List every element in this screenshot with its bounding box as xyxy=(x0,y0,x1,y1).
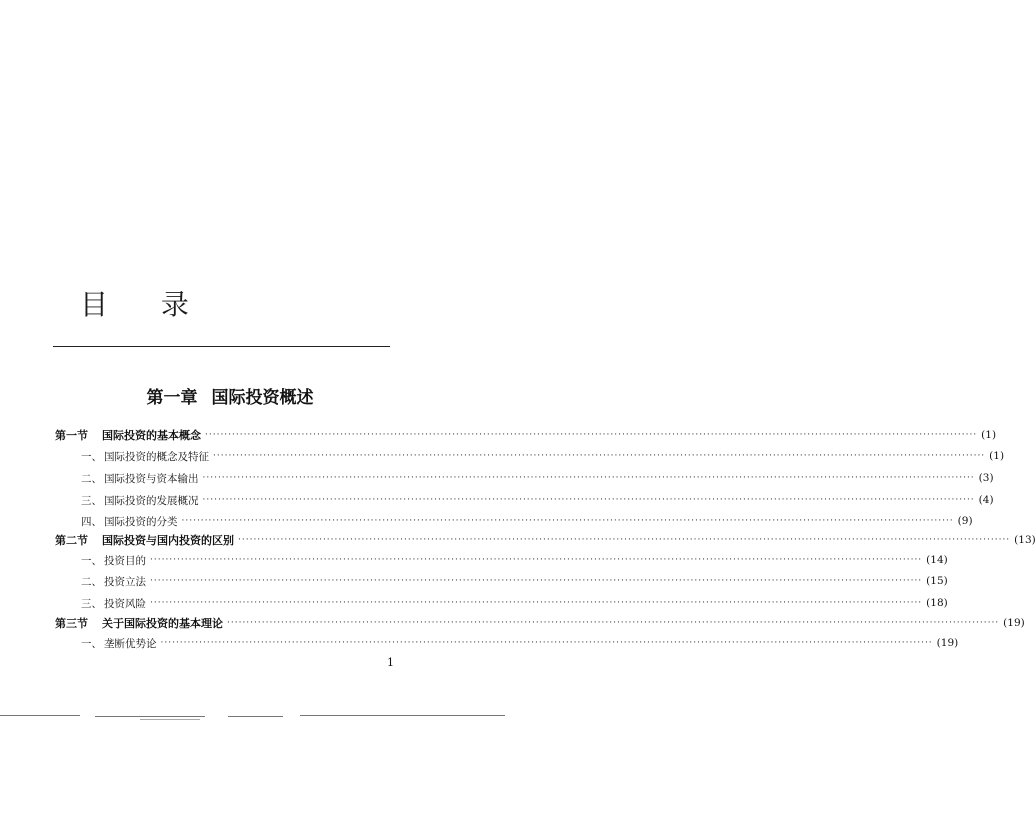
toc-page: (4) xyxy=(978,494,994,506)
toc-row xyxy=(55,530,1036,550)
toc-page: (15) xyxy=(926,575,948,587)
toc-page: (19) xyxy=(936,637,959,649)
toc-page: (1) xyxy=(981,429,997,441)
toc-page: (18) xyxy=(926,597,948,609)
toc-page: (9) xyxy=(957,515,973,527)
toc-number: 第二节 xyxy=(55,534,88,547)
toc-row xyxy=(55,613,1025,633)
toc-row xyxy=(81,490,994,510)
toc-number: 三、 xyxy=(81,597,102,610)
toc-leader-dots: ········································································································································································································ xyxy=(181,516,954,526)
toc-number: 第三节 xyxy=(55,617,88,630)
toc-page: (19) xyxy=(1003,617,1025,629)
toc-leader-dots: ········································································································································································································ xyxy=(150,555,923,565)
chapter-label: 第一章 xyxy=(146,388,198,408)
toc-leader-dots: ········································································································································································································ xyxy=(227,618,1000,628)
toc-row xyxy=(55,425,997,445)
toc-label: 国际投资的基本概念 xyxy=(102,429,201,442)
toc-label: 国际投资的分类 xyxy=(104,515,178,528)
toc-leader-dots: ········································································································································································································ xyxy=(150,598,923,608)
toc-label: 国际投资的概念及特征 xyxy=(104,450,209,463)
toc-row xyxy=(81,446,1005,466)
toc-label: 垄断优势论 xyxy=(104,637,157,650)
toc-label: 国际投资与国内投资的区别 xyxy=(102,534,234,547)
toc-number: 四、 xyxy=(81,515,102,528)
toc-number: 一、 xyxy=(81,450,102,463)
toc-row xyxy=(81,633,959,653)
toc-number: 一、 xyxy=(81,554,102,567)
scan-edge-line xyxy=(0,713,505,721)
toc-row xyxy=(81,550,948,570)
toc-row xyxy=(81,511,973,531)
toc-label: 投资目的 xyxy=(104,554,146,567)
toc-label: 投资风险 xyxy=(104,597,146,610)
toc-row xyxy=(81,571,948,591)
title-divider xyxy=(53,346,390,347)
toc-page: (14) xyxy=(926,554,948,566)
toc-label: 国际投资与资本输出 xyxy=(104,472,199,485)
toc-page: (13) xyxy=(1014,534,1036,546)
toc-label: 关于国际投资的基本理论 xyxy=(102,617,223,630)
page-number: 1 xyxy=(387,656,394,669)
toc-number: 二、 xyxy=(81,575,102,588)
toc-label: 国际投资的发展概况 xyxy=(104,494,199,507)
toc-number: 三、 xyxy=(81,494,102,507)
toc-row xyxy=(81,468,994,488)
toc-leader-dots: ········································································································································································································ xyxy=(213,451,986,461)
toc-page: (3) xyxy=(978,472,994,484)
toc-row xyxy=(81,593,948,613)
toc-leader-dots: ········································································································································································································ xyxy=(150,576,923,586)
toc-leader-dots: ········································································································································································································ xyxy=(160,638,933,648)
chapter-heading xyxy=(0,383,460,408)
toc-leader-dots: ········································································································································································································ xyxy=(202,473,975,483)
page-title: 目 录 xyxy=(80,288,211,321)
toc-leader-dots: ········································································································································································································ xyxy=(202,495,975,505)
toc-label: 投资立法 xyxy=(104,575,146,588)
toc-number: 二、 xyxy=(81,472,102,485)
toc-number: 一、 xyxy=(81,637,102,650)
toc-leader-dots: ········································································································································································································ xyxy=(205,430,978,440)
toc-page: (1) xyxy=(989,450,1005,462)
toc-leader-dots: ········································································································································································································ xyxy=(238,535,1011,545)
toc-number: 第一节 xyxy=(55,429,88,442)
chapter-title: 国际投资概述 xyxy=(211,388,314,408)
